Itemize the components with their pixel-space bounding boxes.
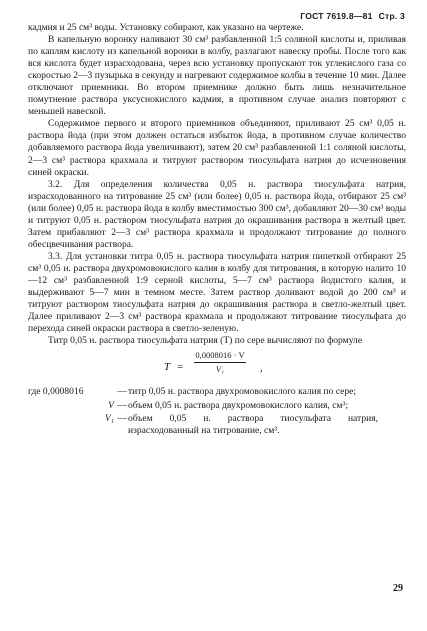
definition-symbol: V₁ [104,413,114,425]
standard-code: ГОСТ 7619.8—81 [300,11,373,21]
definition-symbol: V [108,399,114,411]
variable-definitions [28,386,378,438]
formula-lhs: T [164,361,171,374]
definition-text: объем 0,05 н. раствора тиосульфата натрия, израсходованный на титрование, см³. [128,413,378,436]
definition-text: титр 0,05 н. раствора двухромовокислого калия по сере; [128,386,357,398]
page-number: 29 [393,583,403,594]
definition-row [28,386,378,400]
section-3-3-paragraph: 3.3. Для установки титра 0,05 н. раствора тиосульфата натрия пипеткой отбирают 25 см³ 0,05 н. раствора двухромовокислого калия в колбу для титрования, в которую налито 10—12 см³ разбавленной 1:9 серной кислоты, 5—7 см³ раствора йодистого калия, и выдерживают 5—7 мин в темном месте. Затем раствор доливают водой до 200 см³ и титруют раствором тиосульфата натрия до окрашивания раствора в светло-желтый цвет. Далее приливают 2—3 см³ раствора крахмала и продолжают титрование тиосульфата до перехода синей окраски раствора в светло-зеленую. [28,250,406,335]
body-text [28,22,406,438]
definition-row [28,413,378,438]
definition-text: объем 0,05 н. раствора двухромовокислого калия, см³; [128,399,348,411]
definition-dash: — [117,386,127,398]
formula-comma: , [260,362,263,375]
definition-dash: — [117,413,127,425]
definition-row [28,400,378,414]
formula-fraction [194,350,246,375]
formula-intro: Титр 0,05 н. раствора тиосульфата натрия (T) по сере вычисляют по формуле [48,335,363,347]
paragraph: кадмия и 25 см³ воды. Установку собирают, как указано на чертеже. [28,22,304,33]
definition-symbol: где 0,0008016 [28,386,84,398]
formula-numerator: 0,0008016 · V [195,350,245,361]
definition-dash: — [117,399,127,411]
page-label: Стр. 3 [378,11,405,21]
section-3-2-paragraph: 3.2. Для определения количества 0,05 н. раствора тиосульфата натрия, израсходованного на титрование 25 см³ (или более) 0,05 н. раствора йода, отбирают 25 см³ (или более) 0,05 н. раствора йода в колбу вместимостью 300 см³, добавляют 20—30 см³ воды и титруют 0,05 н. раствором тиосульфата натрия до окрашивания раствора в желтый цвет. Затем прибавляют 2—3 см³ раствора крахмала и продолжают титрование до полного обесцвечивания раствора. [28,178,407,250]
titre-formula [28,350,406,384]
paragraph: Содержимое первого и второго приемников объединяют, приливают 25 см³ 0,05 н. раствора йода (при этом должен остаться избыток йода, в противном случае количество добавляемого раствора йода увеличивают), затем 20 см³ разбавленной 1:1 соляной кислоты, 2—3 см³ раствора крахмала и титруют раствором тиосульфата натрия до исчезновения синей окраски. [28,118,406,178]
paragraph: В капельную воронку наливают 30 см³ разбавленной 1:5 соляной кислоты и, приливая по каплям кислоту из капельной воронки в колбу, разлагают навеску пробы. После того как вся кислота будет израсходована, через всю установку пропускают ток углекислого газа со скоростью 2—3 пузырька в секунду и нагревают содержимое колбы в течение 10 мин. Далее отключают приемники. Во втором приемнике должно быть лишь незначительное помутнение раствора уксуснокислого кадмия, в противном случае анализ повторяют с меньшей навеской. [28,34,406,118]
formula-equals: = [177,361,184,374]
page-header [294,11,405,21]
fraction-bar [194,362,246,363]
formula-denominator: V₁ [215,364,225,375]
